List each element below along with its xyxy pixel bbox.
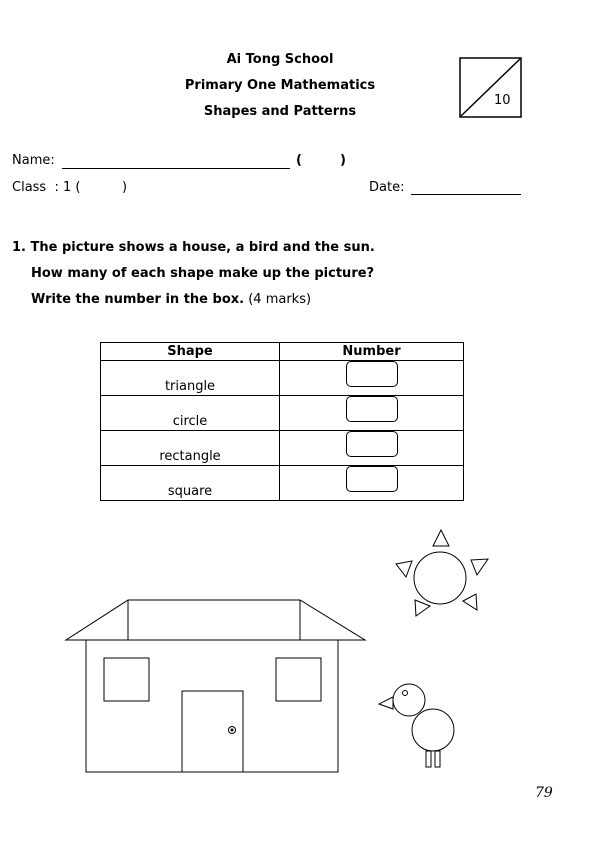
answer-box-square[interactable]: [346, 466, 398, 492]
question-line-2: How many of each shape make up the picture?: [31, 266, 375, 281]
row-square-label: square: [167, 484, 213, 499]
row-rectangle-label: rectangle: [159, 449, 221, 464]
page-number: 79: [535, 785, 553, 801]
picture-illustration: [0, 520, 600, 780]
bird-body: [412, 709, 454, 751]
answer-box-rectangle[interactable]: [346, 431, 398, 457]
house-wall: [86, 640, 338, 772]
house-right-window: [276, 658, 321, 701]
class-label: Class : 1 (: [12, 180, 81, 195]
name-paren-close: ): [340, 153, 346, 168]
answer-box-triangle[interactable]: [346, 361, 398, 387]
sun-illustration: [396, 530, 488, 616]
sun-ray-top: [433, 530, 449, 546]
header-number: Number: [280, 343, 464, 361]
name-label: Name:: [12, 153, 55, 168]
sun-ray-bottom-right: [463, 594, 477, 610]
question-line-1: 1. The picture shows a house, a bird and the sun.: [12, 240, 375, 255]
bird-leg-right: [435, 751, 440, 767]
answer-box-circle[interactable]: [346, 396, 398, 422]
name-input-line[interactable]: [62, 168, 290, 169]
question-marks: (4 marks): [248, 292, 312, 307]
header-shape: Shape: [101, 343, 280, 361]
house-roof: [66, 600, 365, 640]
name-paren-open: (: [296, 153, 302, 168]
table-row: [101, 431, 464, 466]
score-box: [459, 57, 523, 119]
table-row: [101, 396, 464, 431]
bird-leg-left: [426, 751, 431, 767]
sun-ray-left: [396, 561, 412, 577]
sun-circle: [414, 552, 466, 604]
house-left-window: [104, 658, 149, 701]
row-triangle-label: triangle: [164, 379, 216, 394]
score-max: 10: [494, 93, 511, 108]
house-illustration: [66, 600, 365, 772]
house-door: [182, 691, 243, 772]
table-row: [101, 466, 464, 501]
subject-title: Primary One Mathematics: [184, 78, 376, 93]
bird-illustration: [379, 684, 454, 767]
date-input-line[interactable]: [411, 194, 521, 195]
shapes-table: [100, 342, 464, 501]
bird-head: [393, 684, 425, 716]
bird-beak: [379, 697, 393, 709]
bird-eye: [403, 691, 408, 696]
question-instruction: Write the number in the box.: [31, 292, 245, 307]
sun-ray-bottom-left: [415, 600, 430, 616]
question-line-3: [31, 292, 311, 307]
table-row: [101, 361, 464, 396]
class-paren-close: ): [122, 180, 128, 195]
date-label: Date:: [369, 180, 405, 195]
topic-title: Shapes and Patterns: [203, 104, 357, 119]
door-knob-center: [231, 729, 233, 731]
school-name: Ai Tong School: [226, 52, 334, 67]
sun-ray-right: [471, 559, 488, 575]
row-circle-label: circle: [172, 414, 208, 429]
table-header-row: [101, 343, 464, 361]
